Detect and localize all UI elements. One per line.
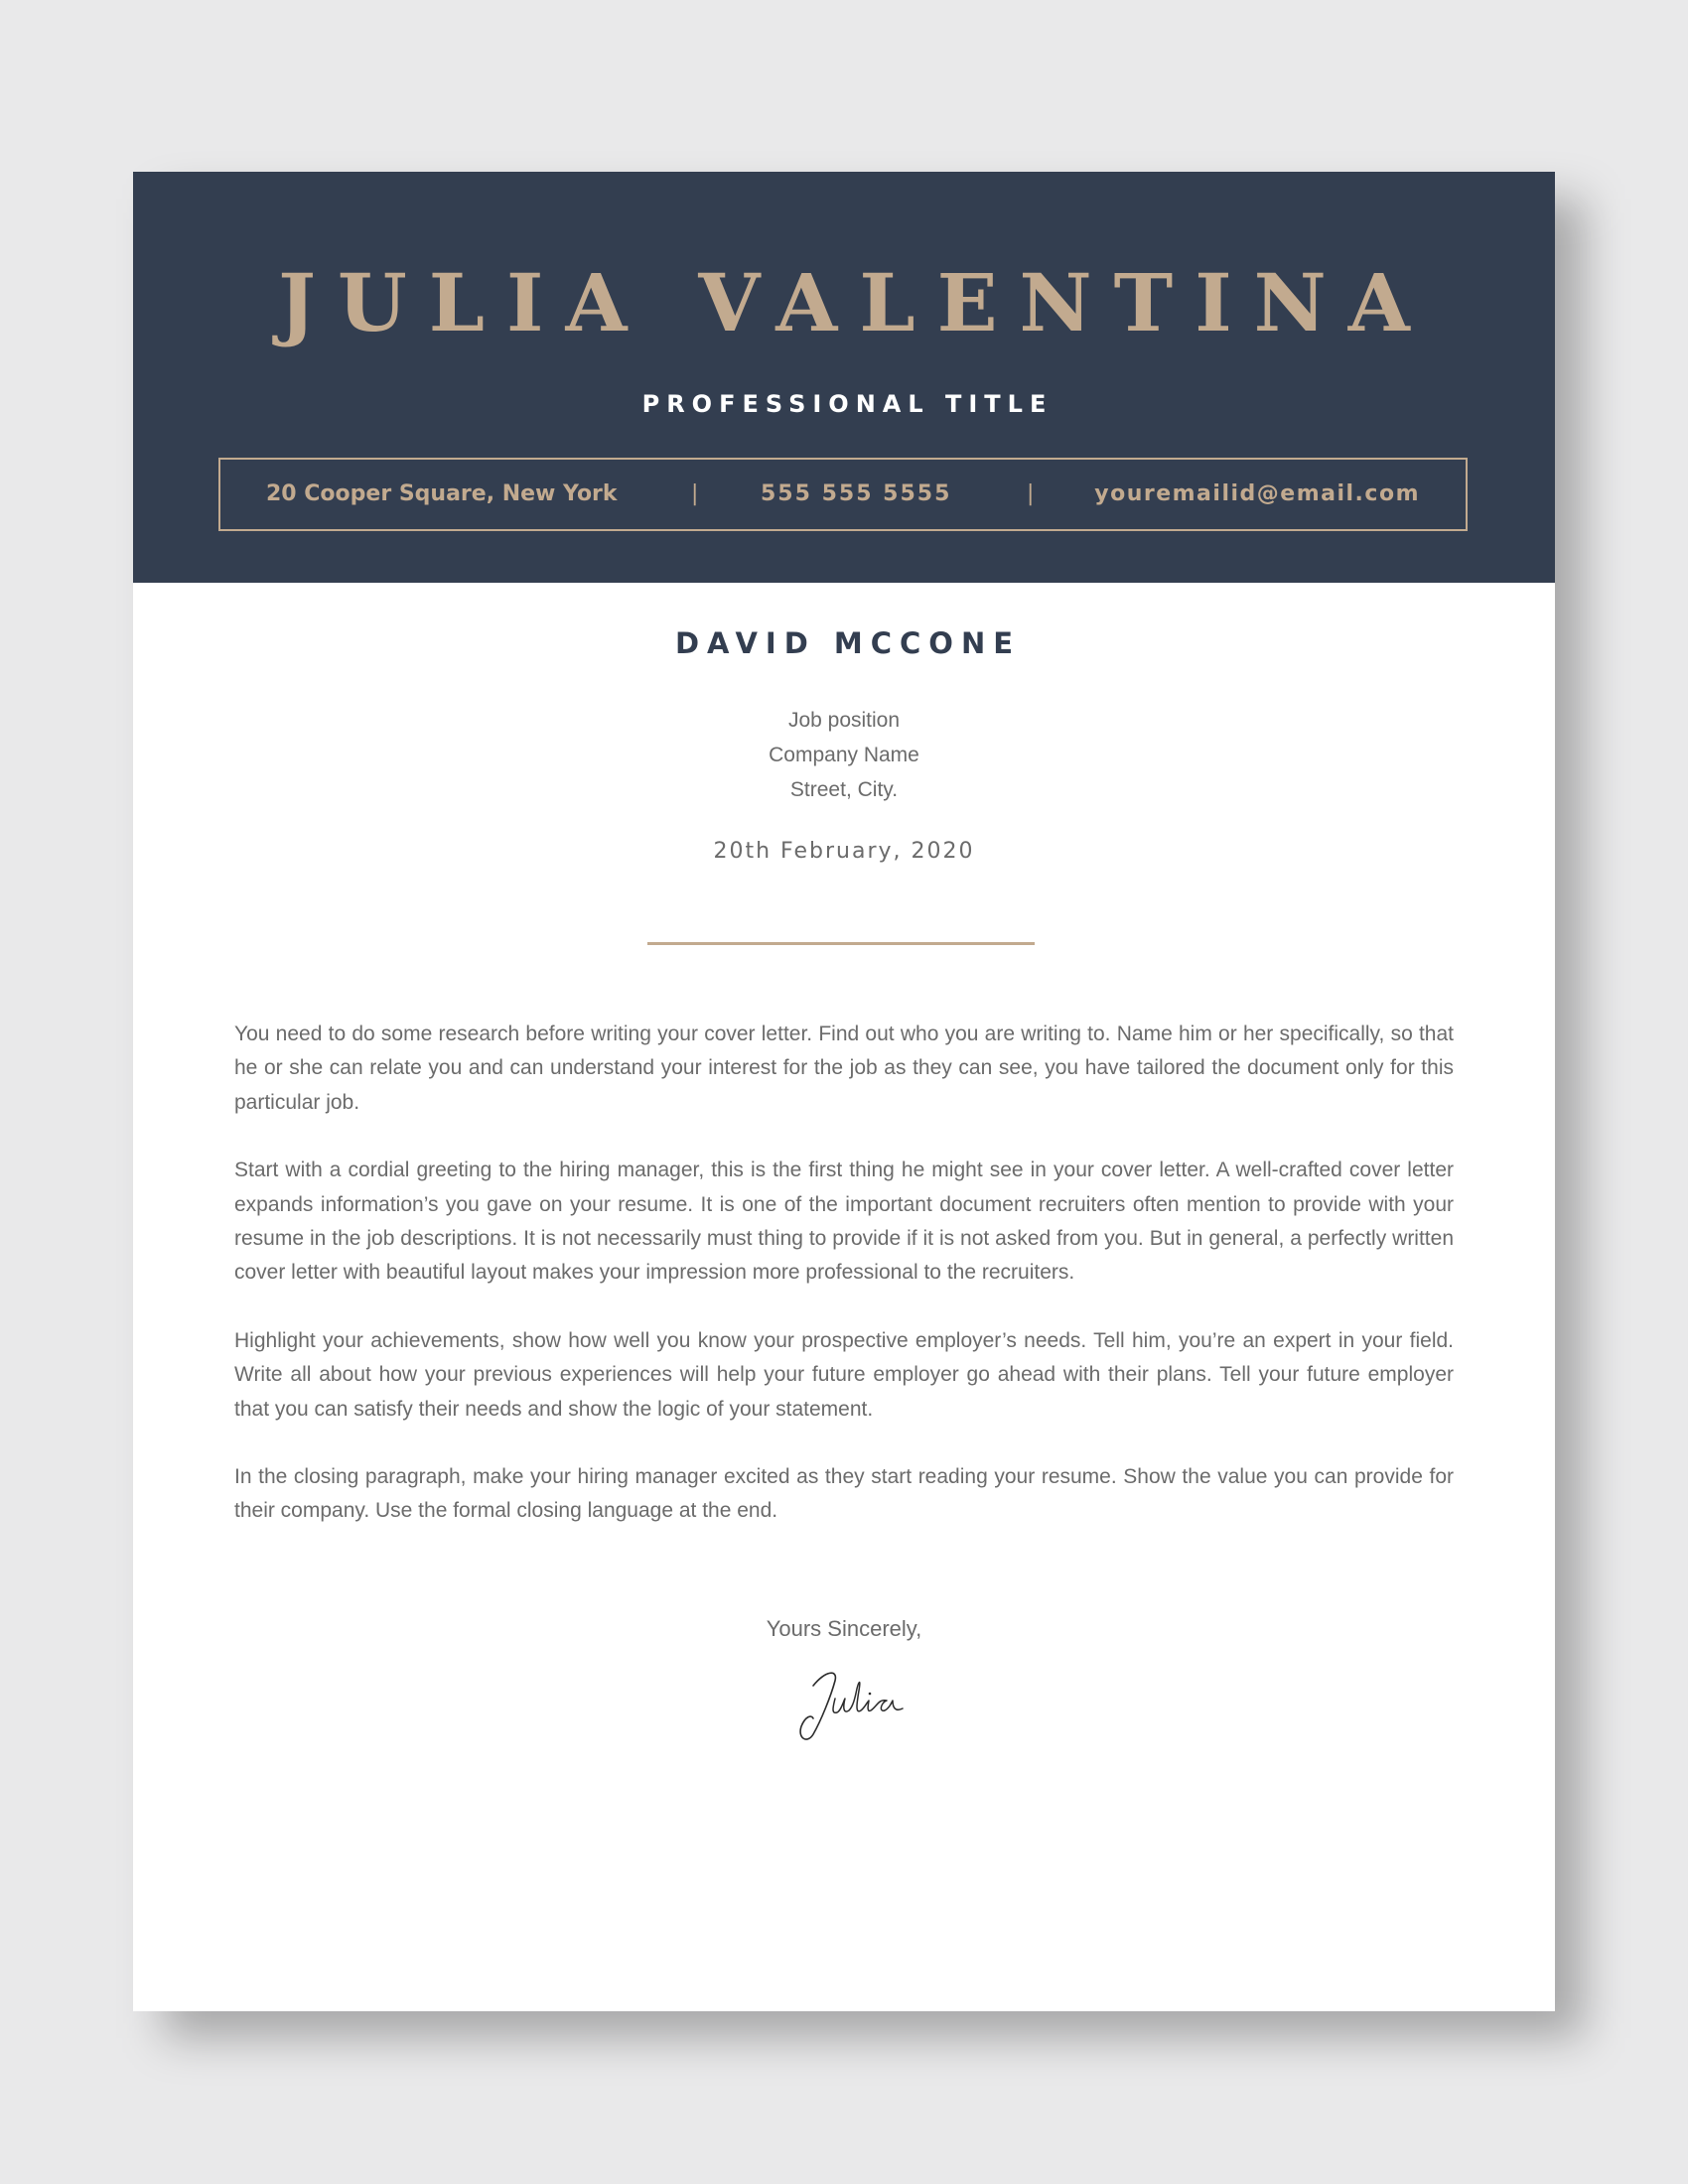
letter-body (234, 1018, 1454, 1563)
contact-phone: 555 555 5555 (761, 481, 952, 506)
signature (783, 1651, 913, 1750)
contact-separator: | (691, 481, 699, 506)
section-divider (647, 942, 1035, 945)
body-paragraph: Start with a cordial greeting to the hiring manager, this is the first thing he might see in your cover letter. A well-crafted cover letter expands information’s you gave on your resume. It is one of the important document recruiters often mention to provide with your resume in the job descriptions. It is not necessarily must thing to provide if it is not asked from you. But in general, a perfectly written cover letter with beautiful layout makes your impression more professional to the recruiters. (234, 1159, 1454, 1285)
recipient-street: Street, City. (789, 778, 899, 801)
contact-separator: | (1027, 481, 1035, 506)
recipient-company: Company Name (769, 744, 919, 766)
recipient-name: DAVID MCCONE (674, 626, 1022, 660)
recipient-address (133, 703, 1555, 807)
recipient-job-position: Job position (787, 709, 901, 732)
letter-page (133, 172, 1555, 2011)
letter-header (133, 172, 1555, 583)
letter-date: 20th February, 2020 (713, 839, 975, 864)
closing-text: Yours Sincerely, (766, 1616, 922, 1641)
body-paragraph: You need to do some research before writing your cover letter. Find out who you are writing to. Name him or her specifically, so that he or she can relate you and can understand your interest for the job as they can see, you have tailored the document only for this particular job. (234, 1023, 1454, 1114)
professional-title: PROFESSIONAL TITLE (641, 390, 1054, 418)
body-paragraph: In the closing paragraph, make your hiring manager excited as they start reading your resume. Show the value you can provide for their company. Use the formal closing language at the end. (234, 1465, 1454, 1523)
contact-bar (218, 458, 1468, 531)
contact-email: youremailid@email.com (1094, 481, 1420, 506)
contact-address: 20 Cooper Square, New York (266, 481, 618, 506)
body-paragraph: Highlight your achievements, show how well you know your prospective employer’s needs. Tell him, you’re an expert in your field. Write all about how your previous experiences will help your future employer go ahead with their plans. Tell your future employer that you can satisfy their needs and show the logic of your statement. (234, 1328, 1454, 1421)
sender-name: JULIA VALENTINA (278, 256, 1432, 349)
